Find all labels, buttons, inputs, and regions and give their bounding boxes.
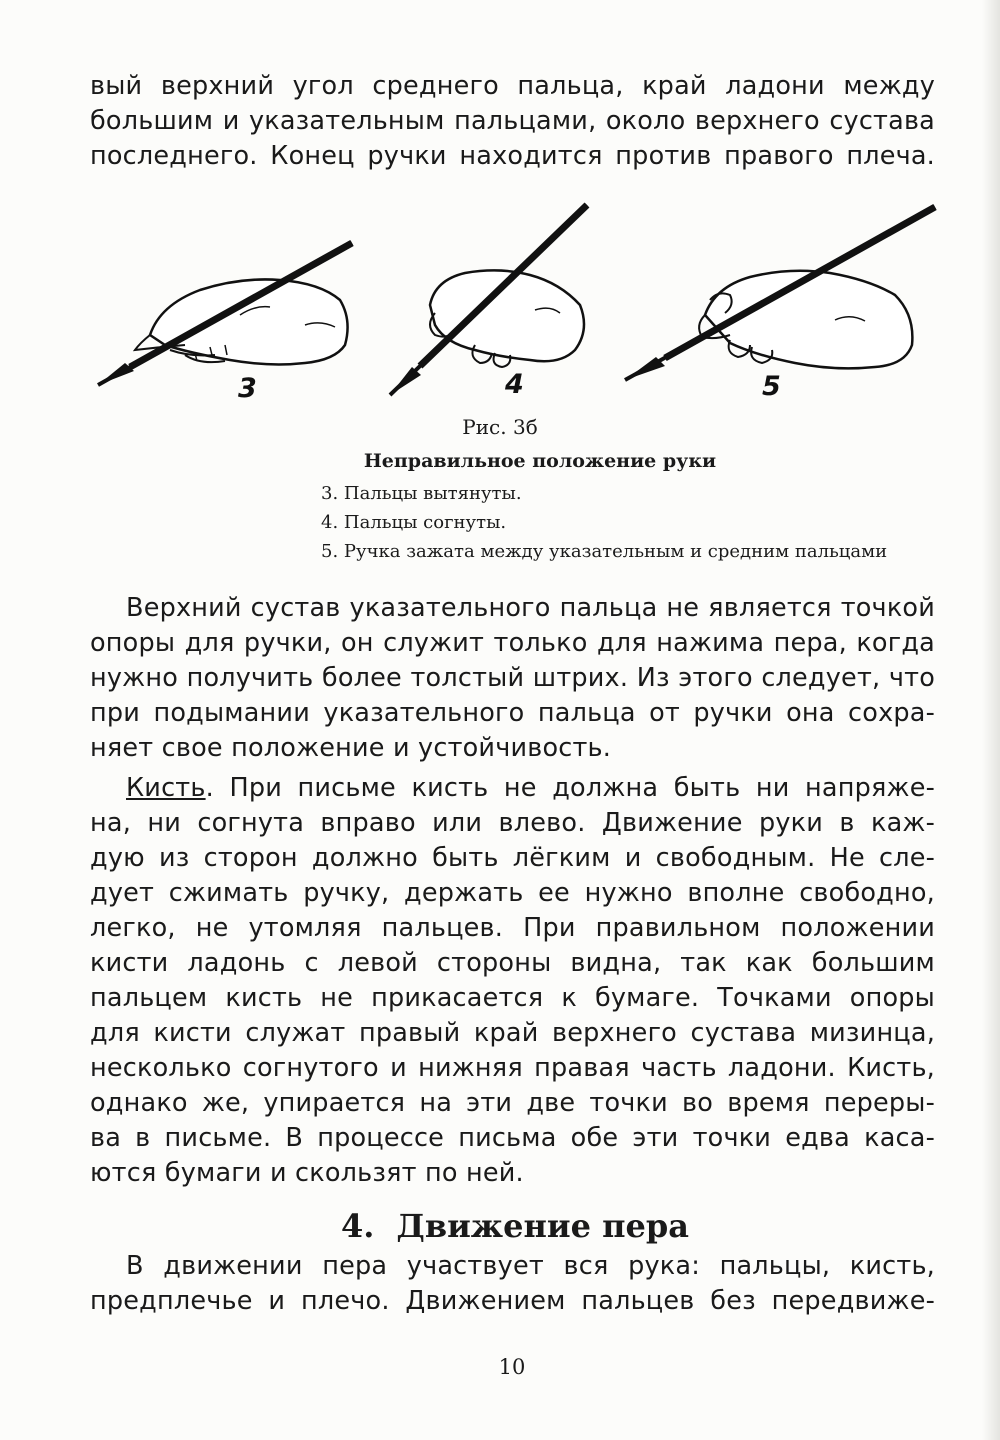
text-line bbox=[90, 771, 935, 806]
page-number: 10 bbox=[498, 1355, 526, 1379]
text-line: несколько согнутого и нижняя правая часть ладони. Кисть, bbox=[90, 1053, 935, 1083]
text-line: пальцем кисть не прикасается к бумаге. Точками опоры bbox=[90, 983, 935, 1013]
figure-title: Неправильное положение руки bbox=[363, 450, 717, 472]
text-line: большим и указательным пальцами, около верхнего сустава bbox=[90, 106, 935, 136]
figure-hands-illustration bbox=[90, 195, 940, 410]
text-line: ва в письме. В процессе письма обе эти точки едва каса- bbox=[90, 1123, 935, 1153]
text-line: кисти ладонь с левой стороны видна, так как большим bbox=[90, 948, 935, 978]
section-number: 4. bbox=[340, 1207, 375, 1245]
paragraph-2 bbox=[90, 591, 935, 766]
term-kist: Кисть bbox=[126, 773, 206, 803]
text-line: однако же, упирается на эти две точки во время переры- bbox=[90, 1088, 935, 1118]
hand-4-illustration bbox=[390, 205, 587, 395]
paragraph-3 bbox=[90, 771, 935, 1191]
text-line: нужно получить более толстый штрих. Из этого следует, что bbox=[90, 663, 935, 693]
text-line: при подымании указательного пальца от ручки она сохра- bbox=[90, 698, 935, 728]
hand-5-illustration bbox=[625, 207, 935, 380]
text-line: В движении пера участвует вся рука: пальцы, кисть, bbox=[126, 1251, 935, 1281]
hands-drawing bbox=[90, 195, 940, 410]
text-line: опоры для ручки, он служит только для нажима пера, когда bbox=[90, 628, 935, 658]
text-line: последнего. Конец ручки находится против правого плеча. bbox=[90, 141, 935, 171]
section-title: Движение пера bbox=[396, 1207, 690, 1245]
text-line: на, ни согнута вправо или влево. Движение руки в каж- bbox=[90, 808, 935, 838]
paragraph-4 bbox=[90, 1249, 935, 1319]
text-line: дую из сторон должно быть лёгким и свободным. Не сле- bbox=[90, 843, 935, 873]
text-line: легко, не утомляя пальцев. При правильном положении bbox=[90, 913, 935, 943]
hand-3-illustration bbox=[98, 243, 352, 385]
text-line: Верхний сустав указательного пальца не является точкой bbox=[126, 593, 935, 623]
text-line: для кисти служат правый край верхнего сустава мизинца, bbox=[90, 1018, 935, 1048]
first-line-rest: . При письме кисть не должна быть ни напряже- bbox=[205, 773, 935, 803]
text-line: ются бумаги и скользят по ней. bbox=[90, 1158, 524, 1188]
caption-item: 3. Пальцы вытянуты. bbox=[321, 483, 522, 504]
caption-item: 5. Ручка зажата между указательным и средним пальцами bbox=[321, 541, 888, 562]
caption-item: 4. Пальцы согнуты. bbox=[321, 512, 507, 533]
hand-4-number: 4 bbox=[505, 369, 524, 400]
figure-label: Рис. 3б bbox=[462, 415, 538, 439]
text-line: вый верхний угол среднего пальца, край ладони между bbox=[90, 71, 935, 101]
text-line: предплечье и плечо. Движением пальцев без передвиже- bbox=[90, 1286, 935, 1316]
text-line: няет свое положение и устойчивость. bbox=[90, 733, 612, 763]
figure-caption-list bbox=[321, 479, 941, 566]
section-heading bbox=[0, 1205, 1000, 1247]
hand-3-number: 3 bbox=[238, 373, 257, 404]
top-paragraph bbox=[90, 69, 935, 174]
text-line: дует сжимать ручку, держать ее нужно вполне свободно, bbox=[90, 878, 935, 908]
hand-5-number: 5 bbox=[762, 371, 781, 402]
